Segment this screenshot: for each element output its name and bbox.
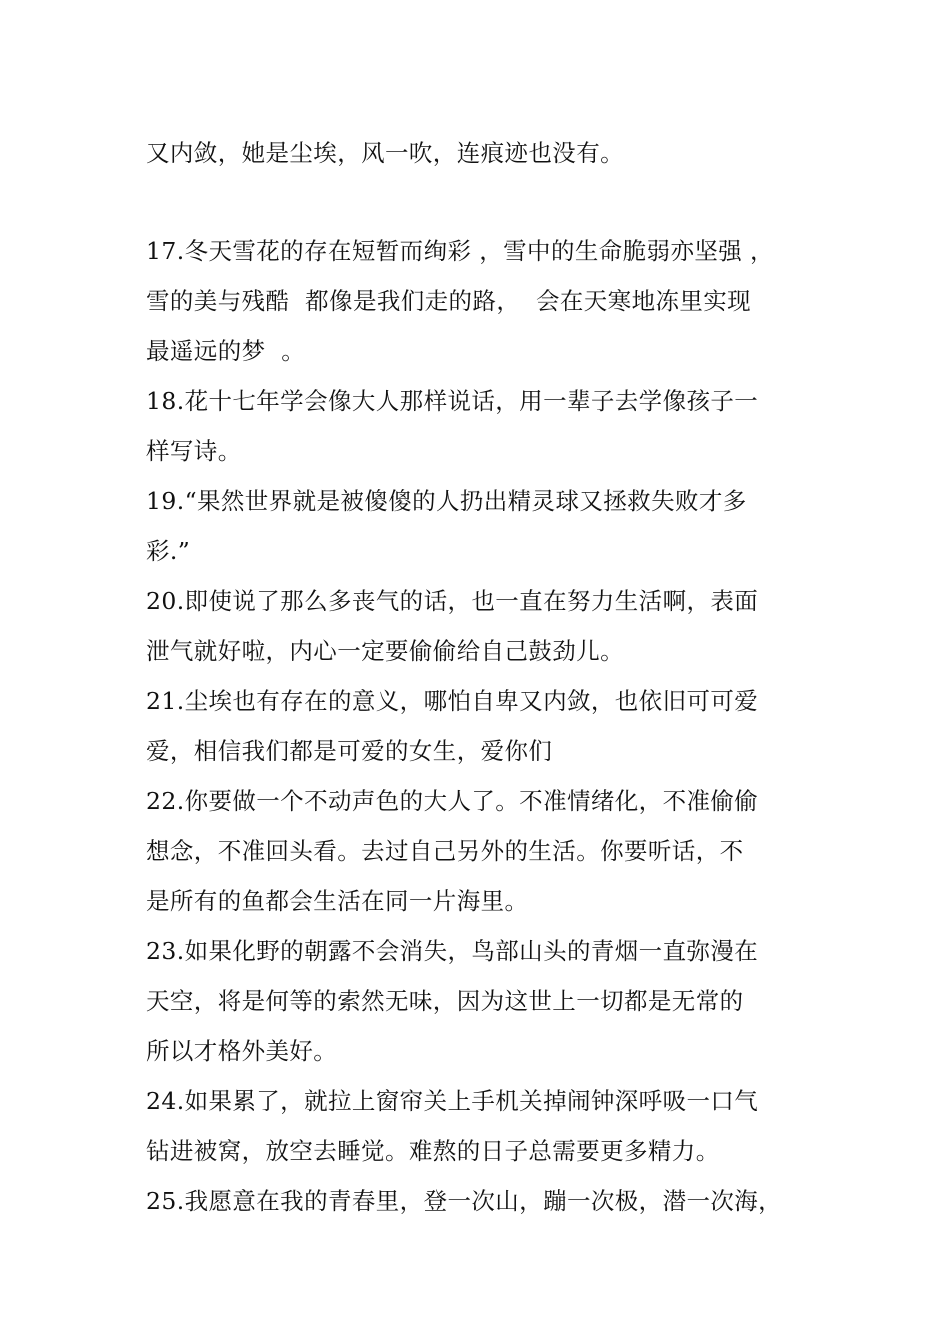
text-line: 钻进被窝，放空去睡觉。难熬的日子总需要更多精力。 [146, 1137, 720, 1165]
text-line: 天空，将是何等的索然无味，因为这世上一切都是无常的 [146, 987, 744, 1015]
text-line: 想念，不准回头看。去过自己另外的生活。你要听话，不 [146, 837, 744, 865]
text-line: 又内敛，她是尘埃，风一吹，连痕迹也没有。 [146, 139, 624, 167]
text-line: 爱，相信我们都是可爱的女生，爱你们 [146, 737, 553, 765]
text-line: 17.冬天雪花的存在短暂而绚彩 ，雪中的生命脆弱亦坚强 ， [146, 237, 774, 265]
text-line: 23.如果化野的朝露不会消失，鸟部山头的青烟一直弥漫在 [146, 937, 759, 965]
text-line: 彩.” [146, 537, 191, 565]
text-line: 雪的美与残酷 都像是我们走的路， 会在天寒地冻里实现 [146, 287, 752, 315]
document-body [146, 128, 826, 1226]
text-line: 24.如果累了，就拉上窗帘关上手机关掉闹钟深呼吸一口气 [146, 1087, 759, 1115]
text-line: 是所有的鱼都会生活在同一片海里。 [146, 887, 529, 915]
text-line: 18.花十七年学会像大人那样说话，用一辈子去学像孩子一 [146, 387, 759, 415]
text-line: 21.尘埃也有存在的意义，哪怕自卑又内敛，也依旧可可爱 [146, 687, 759, 715]
text-line: 所以才格外美好。 [146, 1037, 338, 1065]
text-line: 泄气就好啦，内心一定要偷偷给自己鼓劲儿。 [146, 637, 624, 665]
text-line: 最遥远的梦 。 [146, 337, 306, 365]
text-line: 样写诗。 [146, 437, 242, 465]
paragraph-gap [146, 178, 826, 226]
text-line: 22.你要做一个不动声色的大人了。不准情绪化，不准偷偷 [146, 787, 759, 815]
text-line: 25.我愿意在我的青春里，登一次山，蹦一次极，潜一次海， [146, 1187, 783, 1215]
text-line: 20.即使说了那么多丧气的话，也一直在努力生活啊，表面 [146, 587, 759, 615]
text-line: 19.“果然世界就是被傻傻的人扔出精灵球又拯救失败才多 [146, 487, 747, 515]
